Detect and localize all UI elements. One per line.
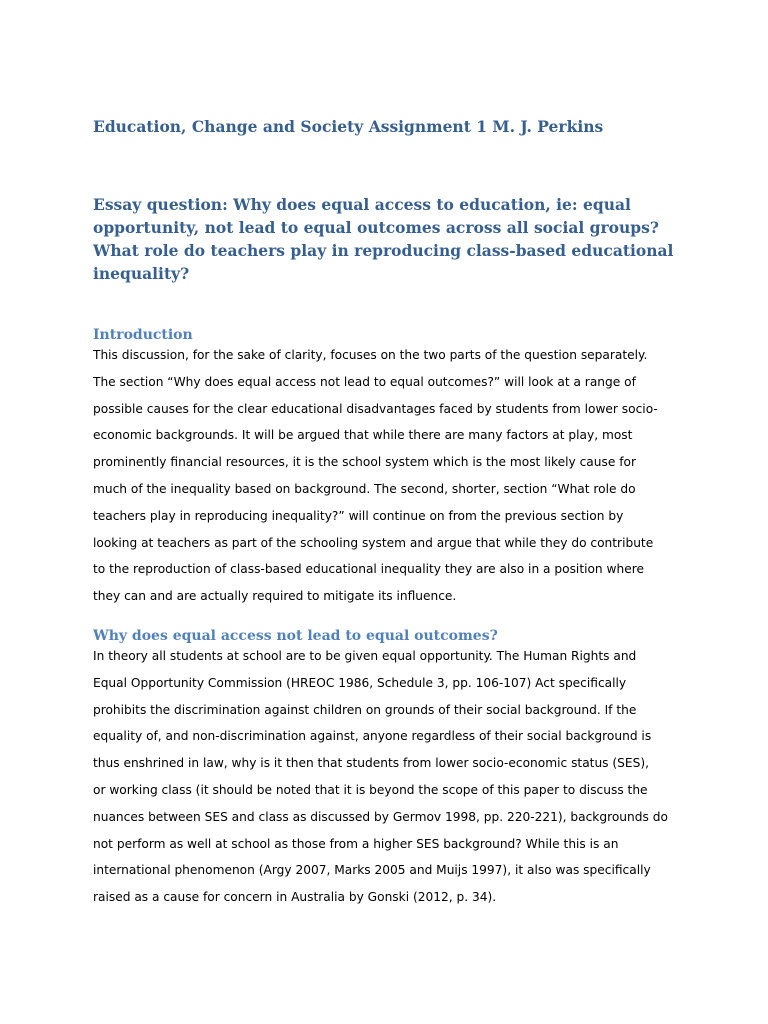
text-line: equality of, and non-discrimination against, anyone regardless of their social background is bbox=[93, 729, 652, 744]
text-line: they can and are actually required to mitigate its influence. bbox=[93, 589, 457, 604]
text-line: thus enshrined in law, why is it then that students from lower socio-economic status (SES), bbox=[93, 756, 649, 771]
text-line: teachers play in reproducing inequality?” will continue on from the previous section by bbox=[93, 508, 624, 523]
text-line: nuances between SES and class as discussed by Germov 1998, pp. 220-221), backgrounds do bbox=[93, 809, 668, 824]
equal-access-paragraph bbox=[93, 643, 693, 911]
text-line: raised as a cause for concern in Australia by Gonski (2012, p. 34). bbox=[93, 890, 497, 905]
text-line: international phenomenon (Argy 2007, Marks 2005 and Muijs 1997), it also was specifically bbox=[93, 863, 651, 878]
text-line: not perform as well at school as those from a higher SES background? While this is an bbox=[93, 836, 619, 851]
section-heading-equal-access: Why does equal access not lead to equal outcomes? bbox=[93, 628, 498, 644]
text-line: prohibits the discrimination against children on grounds of their social background. If the bbox=[93, 702, 637, 717]
section-heading-introduction: Introduction bbox=[93, 327, 193, 343]
text-line: looking at teachers as part of the schooling system and argue that while they do contribute bbox=[93, 535, 654, 550]
text-line: In theory all students at school are to be given equal opportunity. The Human Rights and bbox=[93, 649, 637, 663]
text-line: to the reproduction of class-based educational inequality they are also in a position where bbox=[93, 562, 644, 577]
text-line: Equal Opportunity Commission (HREOC 1986, Schedule 3, pp. 106-107) Act specifically bbox=[93, 675, 627, 690]
introduction-paragraph bbox=[93, 342, 693, 610]
text-line: economic backgrounds. It will be argued that while there are many factors at play, most bbox=[93, 428, 633, 443]
text-line: much of the inequality based on background. The second, shorter, section “What role do bbox=[93, 481, 636, 496]
document-title: Education, Change and Society Assignment 1 M. J. Perkins bbox=[93, 117, 604, 136]
essay-question: Essay question: Why does equal access to education, ie: equal opportunity, not lead to equal outcomes across all social groups? What role do teachers play in reproducing class-based educational inequality? bbox=[93, 195, 674, 283]
text-line: or working class (it should be noted that it is beyond the scope of this paper to discuss the bbox=[93, 782, 648, 797]
text-line: The section “Why does equal access not lead to equal outcomes?” will look at a range of bbox=[93, 374, 636, 389]
text-line: possible causes for the clear educational disadvantages faced by students from lower socio- bbox=[93, 401, 658, 416]
text-line: This discussion, for the sake of clarity, focuses on the two parts of the question separately. bbox=[93, 348, 648, 362]
text-line: prominently financial resources, it is the school system which is the most likely cause for bbox=[93, 455, 636, 470]
